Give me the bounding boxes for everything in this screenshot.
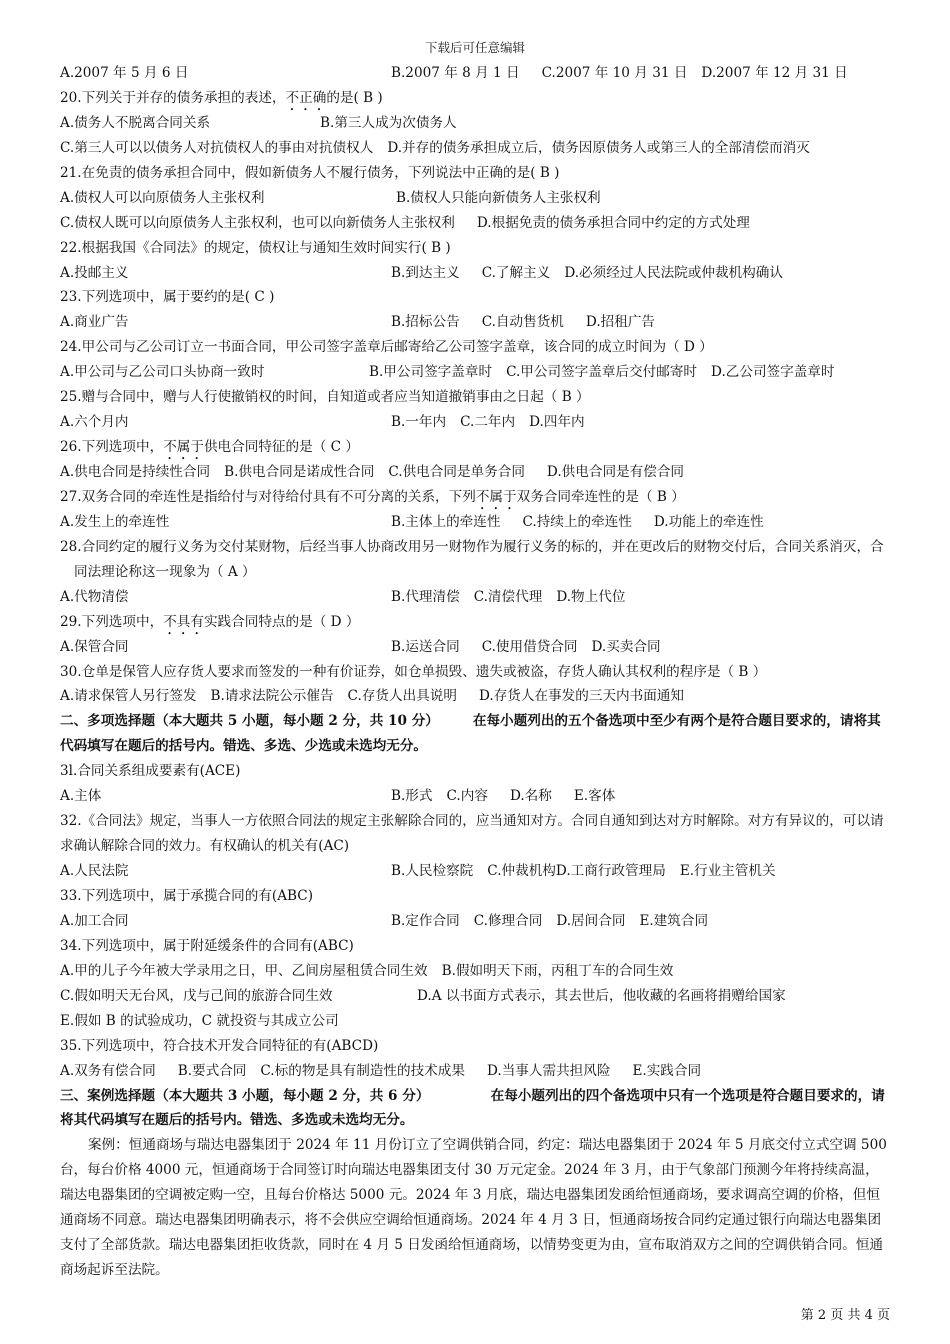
question-25: 25.赠与合同中，赠与人行使撤销权的时间，自知道或者应当知道撤销事由之日起（ B ）	[60, 389, 590, 406]
option-a: A.供电合同是持续性合同	[60, 464, 211, 480]
option-d: D.功能上的牵连性	[653, 513, 764, 530]
option-a: A.双务有偿合同	[60, 1062, 156, 1079]
question-26: 26.下列选项中，不属于供电合同特征的是（ C ）	[60, 439, 359, 456]
option-d: D.乙公司签字盖章时	[711, 364, 835, 381]
option-c: C.存货人出具说明	[347, 688, 457, 705]
option-e: E.建筑合同	[639, 912, 709, 929]
option-row	[60, 360, 892, 385]
option-d: D.招租广告	[585, 314, 656, 331]
option-b: B.供电合同是诺成性合同	[224, 464, 375, 480]
option-c: C.仲裁机构	[487, 863, 556, 880]
option-e: E.实践合同	[632, 1062, 702, 1079]
emphasis-text: 不具有	[163, 613, 204, 630]
option-row	[60, 136, 892, 161]
option-d: D.当事人需共担风险	[486, 1062, 611, 1079]
option-a: A.发生上的牵连性	[60, 513, 170, 530]
option-d: D.供电合同是有偿合同	[546, 464, 685, 480]
option-a: A.债务人不脱离合同关系	[60, 114, 211, 131]
option-row	[60, 859, 892, 884]
option-d: D.居间合同	[556, 912, 626, 929]
question-23: 23.下列选项中，属于要约的是( C )	[60, 289, 275, 306]
option-c: C.使用借贷合同	[481, 638, 578, 655]
option-a: A.主体	[60, 788, 102, 805]
option-row	[60, 959, 892, 984]
option-c: C.自动售货机	[481, 314, 564, 331]
option-row	[60, 211, 892, 236]
option-row	[60, 984, 892, 1009]
option-a: A.人民法院	[60, 863, 129, 880]
exam-content	[60, 61, 892, 1283]
option-a: A.甲的儿子今年被大学录用之日，甲、乙间房屋租赁合同生效	[60, 962, 428, 979]
section-heading: 三、案例选择题（本大题共 3 小题，每小题 2 分，共 6 分） 在每小题列出的四个备选项中只有一个选项是符合题目要求的，请将其代码填写在题后的括号内。错选、多选或未选均无分。	[60, 1087, 885, 1129]
option-c: C.标的物是具有制造性的技术成果	[260, 1062, 465, 1079]
option-e: E.客体	[573, 788, 616, 805]
question-20: 20.下列关于并存的债务承担的表述，不正确的是( B )	[60, 89, 383, 106]
option-row	[60, 510, 892, 535]
question-28: 28.合同约定的履行义务为交付某财物，后经当事人协商改用另一财物作为履行义务的标的，并在更改后的财物交付后，合同关系消灭，合同法理论称这一现象为（ A ）	[60, 538, 884, 580]
question-29: 29.下列选项中，不具有实践合同特点的是（ D ）	[60, 613, 360, 630]
option-a: A.商业广告	[60, 314, 129, 331]
question-22: 22.根据我国《合同法》的规定，债权让与通知生效时间实行( B )	[60, 239, 451, 256]
option-d: D.物上代位	[556, 588, 626, 605]
option-row	[60, 635, 892, 660]
option-c: C.债权人既可以向原债务人主张权利，也可以向新债务人主张权利	[60, 214, 455, 231]
option-row	[60, 1009, 892, 1034]
option-c: C.修理合同	[473, 912, 543, 929]
question-21: 21.在免责的债务承担合同中，假如新债务人不履行债务，下列说法中正确的是( B )	[60, 164, 560, 181]
option-row	[60, 684, 892, 709]
question-27: 27.双务合同的牵连性是指给付与对待给付具有不可分离的关系，下列不属于双务合同牵连性的是（ B ）	[60, 488, 685, 505]
option-row	[60, 61, 892, 86]
option-a: A.保管合同	[60, 638, 129, 655]
option-b: B.运送合同	[391, 638, 460, 655]
option-row	[60, 1059, 892, 1084]
option-e: E.假如 B 的试验成功，C 就投资与其成立公司	[60, 1012, 339, 1029]
emphasis-text: 不属于	[163, 439, 204, 456]
option-b: B.代理清偿	[391, 588, 460, 605]
question-35: 35.下列选项中，符合技术开发合同特征的有(ABCD)	[60, 1037, 379, 1054]
page-header: 下载后可任意编辑	[424, 40, 525, 55]
option-b: B.到达主义	[391, 264, 460, 281]
option-c: C.内容	[446, 788, 488, 805]
option-b: B.要式合同	[177, 1062, 247, 1079]
option-c: C.清偿代理	[473, 588, 543, 605]
option-a: A.代物清偿	[60, 588, 129, 605]
option-row	[60, 585, 892, 610]
question-33: 33.下列选项中，属于承揽合同的有(ABC)	[60, 888, 313, 905]
option-d: D.根据免责的债务承担合同中约定的方式处理	[476, 214, 750, 231]
option-b: B.定作合同	[391, 912, 460, 929]
option-row	[60, 784, 892, 809]
option-a: A.加工合同	[60, 912, 129, 929]
option-d: D.买卖合同	[591, 638, 661, 655]
emphasis-text: 不正确	[285, 89, 327, 106]
option-row	[60, 310, 892, 335]
option-row	[60, 186, 892, 211]
option-a: A.请求保管人另行签发	[60, 688, 197, 705]
question-32: 32.《合同法》规定，当事人一方依照合同法的规定主张解除合同的，应当通知对方。合同自通知到达对方时解除。对方有异议的，可以请求确认解除合同的效力。有权确认的机关有(AC)	[60, 813, 884, 855]
option-b: B.一年内	[391, 414, 447, 431]
option-d: D.必须经过人民法院或仲裁机构确认	[564, 264, 783, 281]
option-row	[60, 111, 892, 136]
option-c: C.供电合同是单务合同	[388, 464, 525, 480]
option-b: B.第三人成为次债务人	[320, 114, 457, 131]
section-heading: 二、多项选择题（本大题共 5 小题，每小题 2 分，共 10 分） 在每小题列出的五个备选项中至少有两个是符合题目要求的，请将其代码填写在题后的括号内。错选、多选、少选或未选均无分。	[60, 713, 881, 755]
option-row	[60, 909, 892, 934]
option-c: C.2007 年 10 月 31 日	[541, 65, 688, 81]
option-d: D.工商行政管理局	[555, 863, 666, 880]
option-e: E.行业主管机关	[679, 863, 776, 880]
option-a: A.2007 年 5 月 6 日	[60, 65, 189, 81]
question-30: 30.仓单是保管人应存货人要求而签发的一种有价证券，如仓单损毁、遗失或被盗，存货人确认其权利的程序是（ B ）	[60, 663, 767, 680]
option-d: D.并存的债务承担成立后，债务因原债务人或第三人的全部清偿而消灭	[387, 139, 810, 156]
option-b: B.2007 年 8 月 1 日	[391, 65, 520, 81]
page-footer: 第 2 页 共 4 页	[800, 1308, 890, 1323]
emphasis-text: 不属于	[475, 488, 517, 505]
option-row	[60, 410, 892, 435]
option-a: A.债权人可以向原债务人主张权利	[60, 189, 265, 206]
option-d: D.A 以书面方式表示，其去世后，他收藏的名画将捐赠给国家	[417, 987, 786, 1004]
option-row	[60, 261, 892, 286]
option-b: B.请求法院公示催告	[210, 688, 334, 705]
option-a: A.甲公司与乙公司口头协商一致时	[60, 364, 265, 381]
option-row	[60, 460, 892, 485]
option-b: B.形式	[391, 788, 433, 805]
question-34: 34.下列选项中，属于附延缓条件的合同有(ABC)	[60, 937, 354, 954]
option-c: C.第三人可以以债务人对抗债权人的事由对抗债权人	[60, 139, 374, 156]
option-b: B.主体上的牵连性	[391, 513, 501, 530]
option-d: D.名称	[509, 788, 552, 805]
option-b: B.债权人只能向新债务人主张权利	[396, 189, 601, 206]
option-b: B.假如明天下雨，丙租丁车的合同生效	[441, 962, 674, 979]
option-d: D.2007 年 12 月 31 日	[701, 65, 848, 81]
option-a: A.六个月内	[60, 414, 129, 431]
option-b: B.甲公司签字盖章时	[369, 364, 493, 381]
question-31: 3l.合同关系组成要素有(ACE)	[60, 763, 241, 780]
case-paragraph: 案例：恒通商场与瑞达电器集团于 2024 年 11 月份订立了空调供销合同，约定：瑞达电器集团于 2024 年 5 月底交付立式空调 500 台，每台价格 4000 元，恒通商场于合同签订时向瑞达电器集团支付 30 万元定金。2024 年 3 月，由于气象部门预测今年将持续高温，瑞达电器集团的空调被定购一空，且每台价格达 5000 元。2024 年 3 月底，瑞达电器集团发函给恒通商场，要求调高空调的价格，但恒通商场不同意。瑞达电器集团明确表示，将不会供应空调给恒通商场。2024 年 4 月 3 日，恒通商场按合同约定通过银行向瑞达电器集团支付了全部货款。瑞达电器集团拒收货款，同时在 4 月 5 日发函给恒通商场，以情势变更为由，宣布取消双方之间的空调供销合同。恒通商场起诉至法院。	[60, 1137, 887, 1279]
option-d: D.四年内	[529, 414, 585, 431]
option-b: B.人民检察院	[391, 863, 474, 880]
option-c: C.甲公司签字盖章后交付邮寄时	[506, 364, 698, 381]
option-c: C.二年内	[460, 414, 516, 431]
option-c: C.了解主义	[481, 264, 551, 281]
option-c: C.持续上的牵连性	[522, 513, 632, 530]
option-b: B.招标公告	[391, 314, 460, 331]
option-d: D.存货人在事发的三天内书面通知	[478, 688, 684, 705]
option-c: C.假如明天无台风，戊与己间的旅游合同生效	[60, 987, 333, 1004]
question-24: 24.甲公司与乙公司订立一书面合同，甲公司签字盖章后邮寄给乙公司签字盖章，该合同的成立时间为（ D ）	[60, 339, 713, 356]
option-a: A.投邮主义	[60, 264, 129, 281]
